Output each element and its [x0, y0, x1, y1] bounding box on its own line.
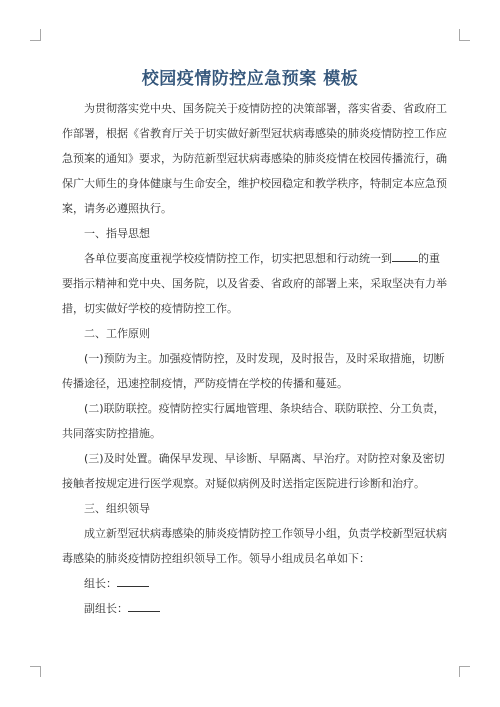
section-heading-guiding-thought: 一、指导思想 — [84, 227, 150, 240]
leader-line — [62, 571, 448, 596]
deputy-leader-label: 副组长： — [84, 602, 128, 615]
guiding-thought-paragraph — [62, 246, 448, 321]
organization-paragraph: 成立新型冠状病毒感染的肺炎疫情防控工作领导小组，负责学校新型冠状病毒感染的肺炎疫情防控组织领导工作。领导小组成员名单如下： — [62, 527, 447, 565]
crop-mark-bottom-right-v — [459, 666, 460, 677]
guiding-thought-text-start: 各单位要高度重视学校疫情防控工作，切实把思想和行动统一到 — [84, 252, 392, 265]
section-heading-organization: 三、组织领导 — [84, 502, 150, 515]
leader-blank — [117, 575, 149, 587]
document-body — [62, 96, 448, 621]
document-title: 校园疫情防控应急预案 模板 — [141, 69, 359, 89]
leader-label: 组长： — [84, 577, 117, 590]
intro-paragraph: 为贯彻落实党中央、国务院关于疫情防控的决策部署，落实省委、省政府工作部署，根据《省教育厅关于切实做好新型冠状病毒感染的肺炎疫情防控工作应急预案的通知》要求，为防范新型冠状病毒感染的肺炎疫情在校园传播流行，确保广大师生的身体健康与生命安全，维护校园稳定和教学秩序，特制定本应急预案，请务必遵照执行。 — [62, 102, 447, 215]
fill-in-blank — [392, 250, 418, 262]
crop-mark-top-left-h — [30, 40, 41, 41]
crop-mark-top-left-v — [40, 29, 41, 40]
principle-joint-control: (二)联防联控。疫情防控实行属地管理、条块结合、联防联控、分工负责，共同落实防控措施。 — [62, 402, 445, 440]
crop-mark-top-right-v — [459, 29, 460, 40]
crop-mark-bottom-right-h — [459, 666, 470, 667]
deputy-leader-line — [62, 596, 448, 621]
principle-prevention: (一)预防为主。加强疫情防控，及时发现，及时报告，及时采取措施，切断传播途径，迅速控制疫情，严防疫情在学校的传播和蔓延。 — [62, 352, 445, 390]
crop-mark-top-right-h — [459, 40, 470, 41]
section-heading-work-principles: 二、工作原则 — [84, 327, 150, 340]
principle-timely-handling: (三)及时处置。确保早发现、早诊断、早隔离、早治疗。对防控对象及密切接触者按规定进行医学观察。对疑似病例及时送指定医院进行诊断和治疗。 — [62, 452, 445, 490]
guiding-thought-text-end: 的重要指示精神和党中央、国务院，以及省委、省政府的部署上来，采取坚决有力举措，切实做好学校的疫情防控工作。 — [62, 252, 447, 315]
crop-mark-bottom-left-v — [40, 666, 41, 677]
deputy-leader-blank — [128, 600, 160, 612]
